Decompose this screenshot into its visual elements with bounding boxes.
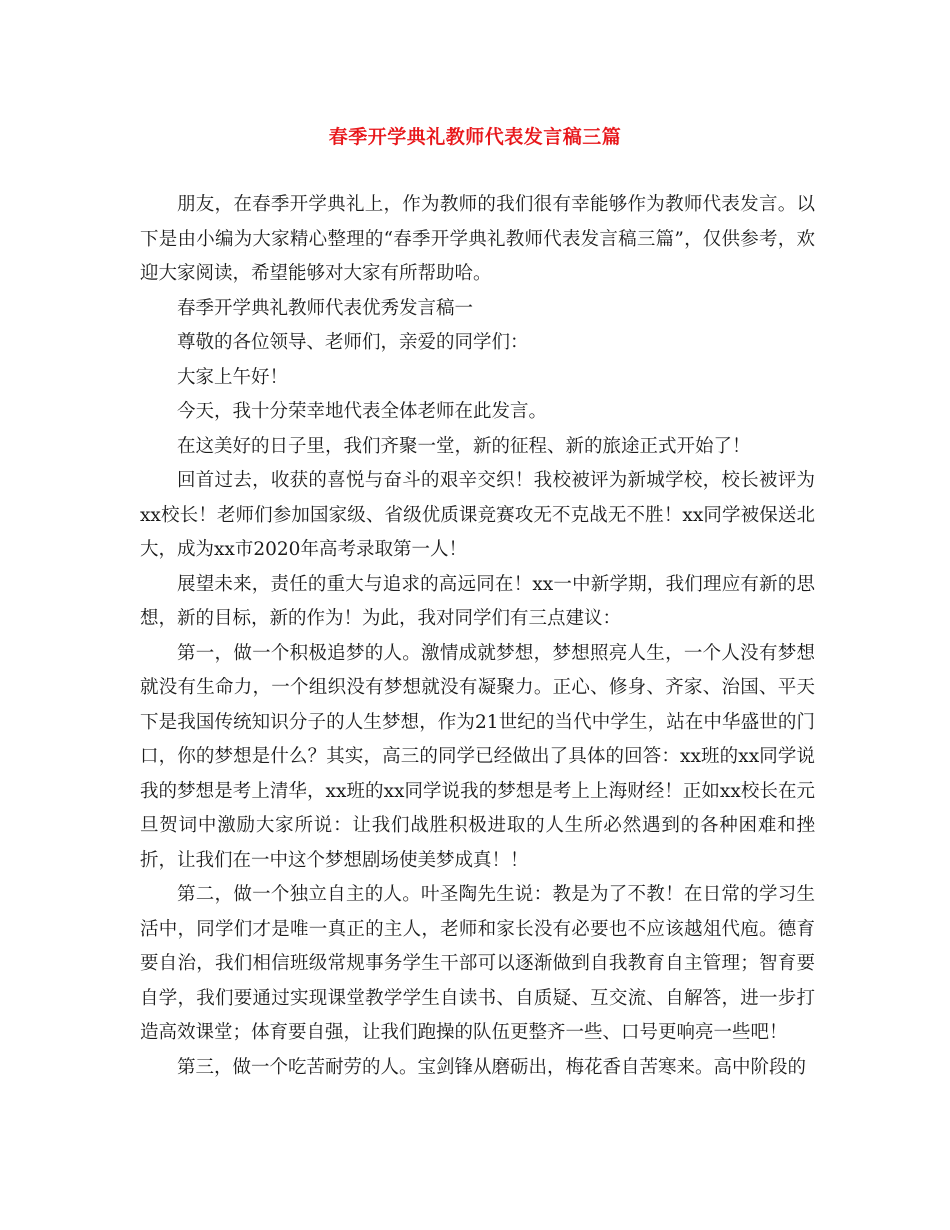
paragraph: 在这美好的日子里，我们齐聚一堂，新的征程、新的旅途正式开始了！ (177, 435, 751, 457)
document-body (140, 188, 815, 1085)
paragraph: 尊敬的各位领导、老师们，亲爱的同学们： (177, 332, 529, 353)
paragraph: 第一，做一个积极追梦的人。激情成就梦想，梦想照亮人生，一个人没有梦想就没有生命力，一个组织没有梦想就没有凝聚力。正心、修身、齐家、治国、平天下是我国传统知识分子的人生梦想，作为21世纪的当代中学生，站在中华盛世的门口，你的梦想是什么？其实，高三的同学已经做出了具体的回答：xx班的xx同学说我的梦想是考上清华，xx班的xx同学说我的梦想是考上上海财经！正如xx校长在元旦贺词中激励大家所说：让我们战胜积极进取的人生所必然遇到的各种困难和挫折，让我们在一中这个梦想剧场使美梦成真！！ (140, 642, 815, 871)
paragraph: 第三，做一个吃苦耐劳的人。宝剑锋从磨砺出，梅花香自苦寒来。高中阶段的 (177, 1056, 807, 1078)
paragraph: 今天，我十分荣幸地代表全体老师在此发言。 (177, 401, 548, 422)
paragraph: 大家上午好！ (177, 366, 289, 388)
paragraph: 第二，做一个独立自主的人。叶圣陶先生说：教是为了不教！在日常的学习生活中，同学们才是唯一真正的主人，老师和家长没有必要也不应该越俎代庖。德育要自治，我们相信班级常规事务学生干部可以逐渐做到自我教育自主管理；智育要自学，我们要通过实现课堂教学学生自读书、自质疑、互交流、自解答，进一步打造高效课堂；体育要自强，让我们跑操的队伍更整齐一些、口号更响亮一些吧！ (140, 884, 815, 1043)
paragraph: 回首过去，收获的喜悦与奋斗的艰辛交织！我校被评为新城学校，校长被评为xx校长！老师们参加国家级、省级优质课竞赛攻无不克战无不胜！xx同学被保送北大，成为xx市2020年高考录取第一人！ (140, 470, 815, 560)
paragraph: 展望未来，责任的重大与追求的高远同在！xx一中新学期，我们理应有新的思想，新的目标，新的作为！为此，我对同学们有三点建议： (140, 573, 815, 629)
document-title: 春季开学典礼教师代表发言稿三篇 (328, 126, 622, 148)
paragraph: 朋友，在春季开学典礼上，作为教师的我们很有幸能够作为教师代表发言。以下是由小编为大家精心整理的“春季开学典礼教师代表发言稿三篇”，仅供参考，欢迎大家阅读，希望能够对大家有所帮助哈。 (140, 194, 815, 284)
paragraph: 春季开学典礼教师代表优秀发言稿一 (177, 297, 474, 319)
